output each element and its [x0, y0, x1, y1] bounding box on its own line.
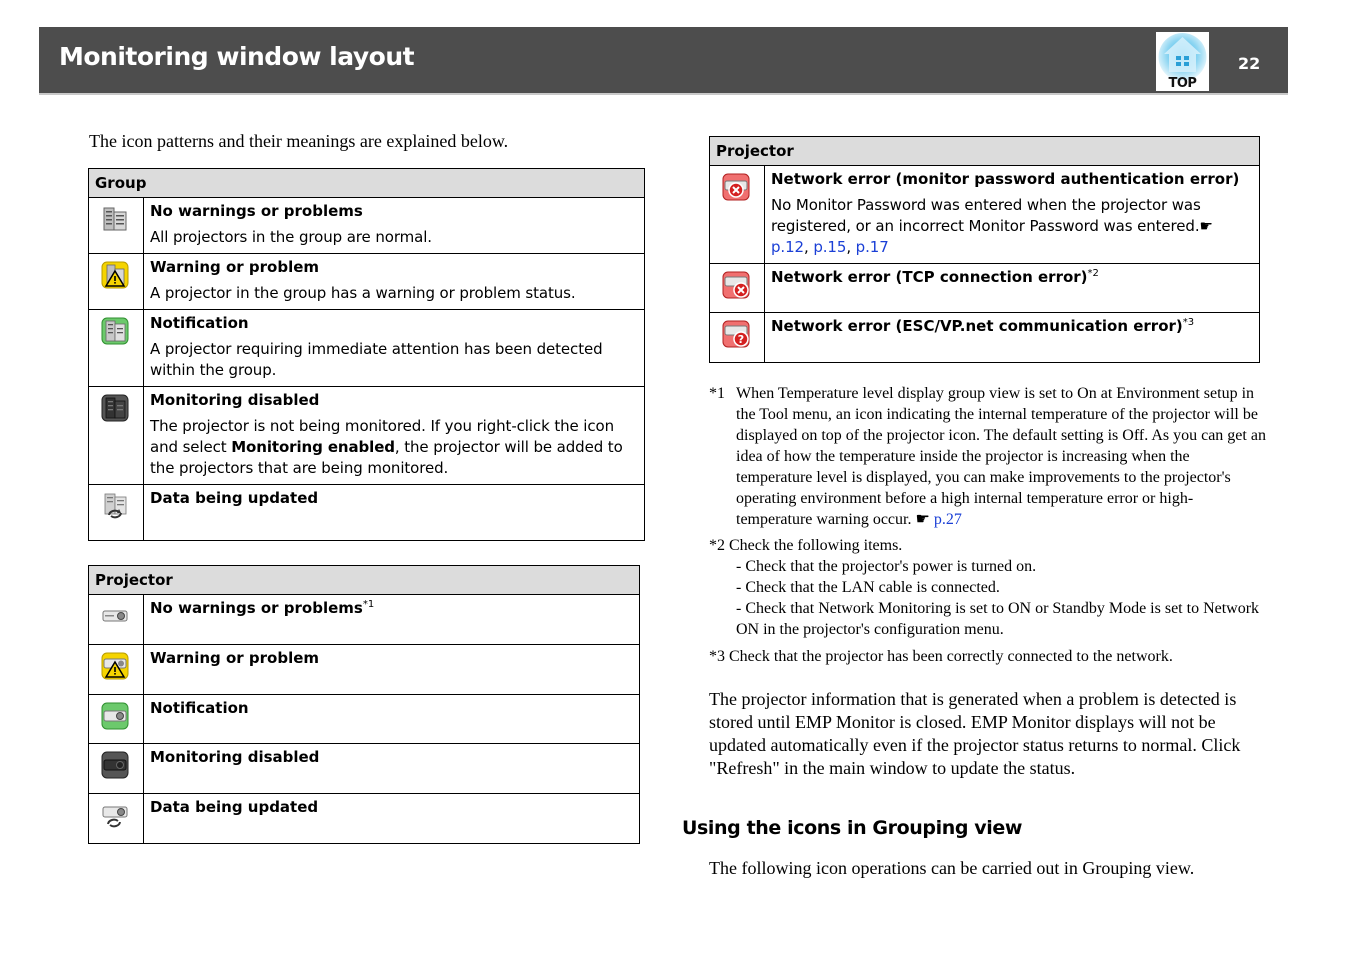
projector-notification-icon: [100, 701, 130, 731]
group-icon-table: [88, 168, 645, 541]
row-title: No warnings or problems$^{*1}$: [150, 599, 375, 617]
monitoring-enabled-term: Monitoring enabled: [231, 438, 395, 456]
table-row: [89, 595, 640, 645]
footnote-mark: *1: [709, 385, 725, 402]
row-title: Network error (monitor password authentication error): [771, 170, 1240, 188]
row-title: Monitoring disabled: [150, 391, 320, 409]
footnote-3: *3 Check that the projector has been correctly connected to the network.: [709, 648, 1173, 665]
page-title: Monitoring window layout: [59, 42, 415, 71]
status-info-paragraph: The projector information that is generated when a problem is detected is stored until EMP Monitor is closed. EMP Monitor displays will not be updated automatically even if the projector status returns to normal. Click "Refresh" in the main window to update the status.: [709, 689, 1241, 778]
table-header: Group: [89, 169, 645, 198]
footnote-item: - Check that the projector's power is turned on.: [736, 558, 1037, 575]
top-label: TOP: [1168, 76, 1197, 91]
projector-icon-table: [88, 565, 640, 844]
link-p27[interactable]: p.27: [933, 511, 962, 528]
link-p15[interactable]: p.15: [813, 238, 847, 256]
row-title: Data being updated: [150, 798, 319, 816]
page-header: [39, 27, 1288, 95]
row-description: A projector in the group has a warning or problem status.: [150, 284, 576, 302]
table-row: [89, 310, 645, 387]
table-row: [89, 794, 640, 844]
row-description: All projectors in the group are normal.: [150, 228, 432, 246]
network-escvp-error-icon: [721, 319, 751, 349]
network-tcp-error-icon: [721, 270, 751, 300]
table-row: [89, 387, 645, 485]
footnote-2: [709, 535, 1269, 640]
svg-text:?: ?: [737, 333, 745, 346]
table-row: [89, 695, 640, 744]
table-row: [710, 264, 1260, 313]
intro-text: The icon patterns and their meanings are explained below.: [89, 131, 509, 151]
page-number: 22: [1238, 54, 1261, 73]
projector-updating-icon: [100, 800, 130, 830]
row-title: No warnings or problems: [150, 202, 363, 220]
group-notification-icon: [100, 316, 130, 346]
row-title: Warning or problem: [150, 649, 320, 667]
pointer-icon: ☛: [1199, 217, 1213, 235]
table-header: Projector: [710, 137, 1260, 166]
table-row: [710, 313, 1260, 363]
top-button[interactable]: [1156, 32, 1209, 91]
link-p17[interactable]: p.17: [855, 238, 889, 256]
footnote-ref: *3: [1182, 317, 1195, 328]
group-monitoring-disabled-icon: [100, 393, 130, 423]
footnote-ref: *1: [362, 599, 375, 610]
row-title: Network error (TCP connection error)$^{*2}$: [771, 268, 1099, 286]
projector-normal-icon: [100, 601, 130, 631]
row-title: Network error (ESC/VP.net communication error)$^{*3}$: [771, 317, 1195, 335]
footnote-item: - Check that Network Monitoring is set to ON or Standby Mode is set to Network ON in the projector's configuration menu.: [736, 600, 1260, 638]
row-title: Warning or problem: [150, 258, 320, 276]
table-row: [89, 485, 645, 541]
footnote-text: When Temperature level display group view is set to On at Environment setup in the Tool menu, an icon indicating the internal temperature of the projector will be displayed on top of the projector icon. The default setting is Off. As you can get an idea of how the temperature inside the projector is increasing when the temperature level is displayed, you can make improvements to the projector's operating environment before a high internal temperature error or high-temperature warning occur.: [736, 385, 1266, 528]
row-title: Notification: [150, 314, 249, 332]
section-heading: Using the icons in Grouping view: [682, 817, 1022, 839]
footnote-ref: *2: [1087, 268, 1099, 279]
network-password-error-icon: [721, 172, 751, 202]
projector-error-icon-table: [709, 136, 1260, 363]
table-row: [89, 645, 640, 695]
row-description: No Monitor Password was entered when the projector was registered, or an incorrect Monitor Password was entered.☛ p.12, p.15, p.17: [771, 196, 1213, 256]
section-body: The following icon operations can be carried out in Grouping view.: [709, 858, 1195, 878]
footnote-intro: *2 Check the following items.: [709, 537, 903, 554]
link-p12[interactable]: p.12: [771, 238, 804, 256]
group-normal-icon: [100, 204, 130, 234]
row-title: Data being updated: [150, 489, 319, 507]
projector-warning-icon: [100, 651, 130, 681]
table-row: [710, 166, 1260, 264]
pointer-icon: ☛: [915, 511, 930, 528]
row-description: The projector is not being monitored. If you right-click the icon and select Monitoring enabled, the projector will be added to the projectors that are being monitored.: [150, 417, 623, 477]
group-updating-icon: [100, 491, 130, 521]
group-warning-icon: [100, 260, 130, 290]
table-row: [89, 254, 645, 310]
footnote-item: - Check that the LAN cable is connected.: [736, 579, 1000, 596]
table-header: Projector: [89, 566, 640, 595]
table-row: [89, 198, 645, 254]
row-description: A projector requiring immediate attention has been detected within the group.: [150, 340, 603, 379]
table-row: [89, 744, 640, 794]
projector-monitoring-disabled-icon: [100, 750, 130, 780]
row-title: Monitoring disabled: [150, 748, 320, 766]
footnote-1: [709, 383, 1269, 530]
row-title: Notification: [150, 699, 249, 717]
